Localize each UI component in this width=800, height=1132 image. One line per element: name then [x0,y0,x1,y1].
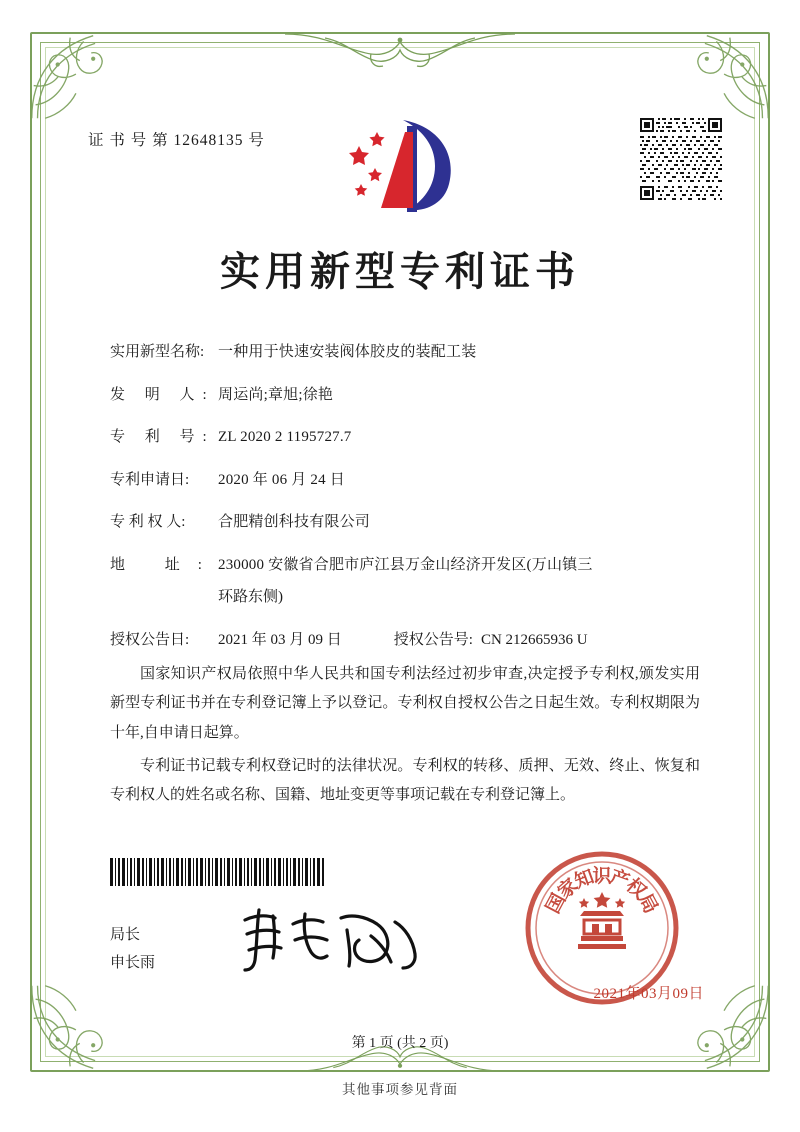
svg-text:权: 权 [621,874,650,904]
field-label-grant-date: 授权公告日: [110,631,190,648]
signature-name-label: 申长雨 [110,954,156,971]
field-label: 发 明 人: [110,386,215,403]
field-value-address-line2: 环路东侧) [218,589,283,605]
page-indicator: 第 1 页 (共 2 页) [351,1036,449,1051]
page-title: 实用新型专利证书 [220,250,580,294]
top-flourish-icon [285,24,515,78]
legal-paragraph-2: 专利证书记载专利权登记时的法律状况。专利权的转移、质押、无效、终止、恢复和专利权人的姓名或名称、国籍、地址变更等事项记载在专利登记簿上。 [110,757,700,803]
field-value: 2020 年 06 月 24 日 [218,471,345,488]
svg-text:识: 识 [592,866,612,887]
cnipa-logo-icon [345,112,460,217]
signature-labels [110,922,155,978]
field-label: 专 利 权 人: [110,514,186,530]
qr-code-icon [640,118,722,200]
field-row-patent-number [110,423,710,452]
handwritten-signature-icon [235,900,425,978]
legal-paragraph-1: 国家知识产权局依照中华人民共和国专利法经过初步审查,决定授予专利权,颁发实用新型专利证书并在专利登记簿上予以登记。专利权自授权公告之日起生效。专利权期限为十年,自申请日起算。 [110,666,700,741]
field-label: 专利申请日: [110,471,190,488]
corner-ornament-icon [26,28,122,124]
field-row-address [110,551,710,580]
back-side-note: 其他事项参见背面 [342,1082,458,1097]
svg-text:知: 知 [571,866,597,893]
svg-text:家: 家 [554,874,583,904]
field-value: 周运尚;章旭;徐艳 [218,386,334,403]
field-value: ZL 2020 2 1195727.7 [218,429,352,445]
field-value: 合肥精创科技有限公司 [218,514,371,530]
field-value: 一种用于快速安装阀体胶皮的装配工装 [218,344,477,360]
field-label: 地 址: [110,556,220,573]
field-list [110,338,710,668]
field-row-patentee [110,508,710,537]
field-row-inventor [110,381,710,410]
corner-ornament-icon [26,980,122,1076]
svg-text:国: 国 [542,890,571,918]
field-label-grant-number: 授权公告号: [393,631,473,648]
field-value-grant-number: CN 212665936 U [480,631,588,648]
seal-date: 2021年03月09日 [593,986,704,1002]
field-value-grant-date: 2021 年 03 月 09 日 [218,631,342,648]
signature-title-label: 局长 [110,927,141,943]
barcode-icon [110,858,325,886]
field-value: 230000 安徽省合肥市庐江县万金山经济开发区(万山镇三 [218,556,593,573]
field-label: 实用新型名称: [110,344,205,360]
field-label: 专 利 号: [110,429,215,445]
field-row-grant-announcement [110,626,710,655]
field-row-utility-model-name [110,338,710,367]
certificate-number: 证 书 号 第 12648135 号 [88,132,265,149]
svg-text:局: 局 [633,890,662,918]
corner-ornament-icon [678,28,774,124]
svg-text:产: 产 [607,866,633,893]
legal-text-block [110,660,700,814]
field-row-application-date [110,466,710,495]
